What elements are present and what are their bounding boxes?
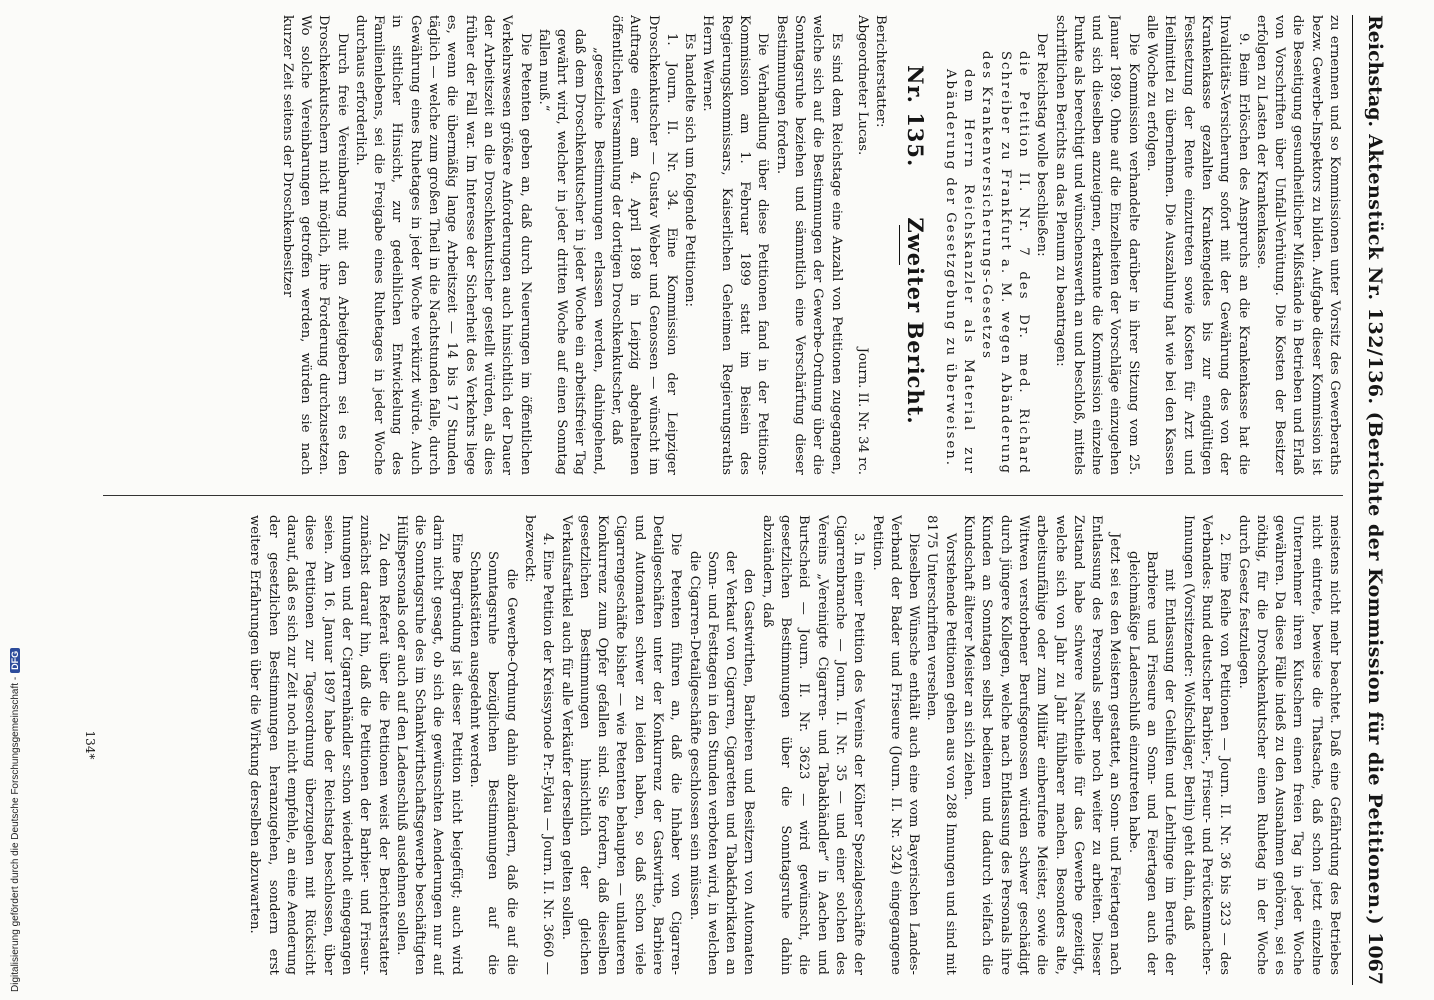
section-number: Nr. 135. — [903, 65, 929, 168]
document-page — [75, 15, 1395, 985]
digitization-credit-text — [10, 648, 21, 992]
digitization-credit — [0, 0, 20, 1000]
paragraph: die Gewerbe-Ordnung dahin abzuändern, daß die auf die Sonntagsruhe bezüglichen Bestimmungen auf die Schankstätten ausgedehnt werden. — [467, 551, 519, 975]
dfg-logo: DFG — [10, 648, 20, 673]
right-column — [103, 515, 1343, 975]
paragraph: mit Entlassung der Gehilfen und Lehrlinge im Berufe der Barbiere und Friseure an Sonn- und Feiertagen auch der gleichmäßige Ladenschluß einzutreten habe. — [1125, 551, 1178, 975]
signature-mark: 134* — [83, 730, 97, 760]
paragraph: Jetzt sei es den Meistern gestattet, an Sonn- und Feiertagen nach Entlassung des Personals selber noch weiter zu arbeiten. Dieser Zustand habe schwere Nachtheile für das Gewerbe gezeitigt, welche sich von Jahr zu Jahr fühlbarer machen. Besonders alte, arbeitsunfähige oder zum Militär einberufene Meister, sowie die Wittwen verstorbener Berufsgenossen würden schwer geschädigt durch jüngere Kollegen, welche nach Entlassung des Personals ihre Kunden an Sonntagen selbst bedienen und dadurch vielfach die Kundschaft älterer Meister an sich ziehen. — [961, 515, 1123, 975]
paragraph: Zu dem Referat über die Petitionen weist der Berichterstatter zunächst darauf hin, daß die Petitionen der Barbier- und Friseur-Innungen und der Cigarrenhändler schon wiederholt eingegangen seien. Am 16. Januar 1897 habe der Reichstag beschlossen, über diese Petitionen zur Tagesordnung überzugehen mit Rücksicht darauf, daß es sich zur Zeit noch nicht empfehle, an eine Aenderung der gesetzlichen Bestimmungen heranzugehen, sondern erst weitere Erfahrungen über die Wirkung derselben abzuwarten. — [247, 515, 391, 975]
paragraph: Dieselben Wünsche enthält auch eine vom Bayerischen Landes-Verband der Bader und Friseure (Journ. II. Nr. 324) eingegangene Petition. — [869, 515, 922, 975]
section-rule — [899, 225, 900, 265]
credit-label: Digitalisierung gefördert durch die Deutsche Forschungsgemeinschaft - — [10, 676, 21, 992]
reporter-block — [853, 15, 890, 155]
reporter-row — [853, 15, 890, 475]
page-number: 1067 — [1364, 932, 1386, 985]
paragraph: „gesetzliche Bestimmungen erlassen werden, dahingehend, daß dem Droschkenkutscher in jeder Woche ein arbeitsfreier Tag gewährt wird, welcher in jeder dritten Woche auf einen Sonntag fallen muß.“ — [535, 29, 606, 475]
left-column — [103, 15, 1343, 475]
paragraph: den Gastwirthen, Barbieren und Besitzern von Automaten der Verkauf von Cigarren, Cigaretten und Tabakfabrikaten an Sonn- und Festtagen in den Stunden verboten wird, in welchen die Cigarren-Detailgeschäfte geschlossen sein müssen. — [686, 551, 757, 975]
paragraph: Es sind dem Reichstage eine Anzahl von Petitionen zugegangen, welche sich auf die Bestimmungen der Gewerbe-Ordnung über die Sonntagsruhe beziehen und sämmtlich eine Verschärfung dieser Bestimmungen fordern. — [773, 15, 844, 475]
paragraph: 9. Beim Erlöschen des Anspruchs an die Krankenkasse hat die Invaliditäts-Versicherung sofort mit der Gewährung des von der Krankenkasse gezahlten Krankengeldes bis zur endgültigen Festsetzung der Rente einzutreten sowie Kosten für Arzt und Heilmittel zu übernehmen. Die Auszahlung hat wie bei den Kassen alle Woche zu erfolgen. — [1144, 15, 1251, 475]
paragraph: 4. Eine Petition der Kreissynode Pr.-Eylau — Journ. II. Nr. 3660 — bezweckt: — [521, 515, 556, 975]
paragraph: die Petition II. Nr. 7 des Dr. med. Richard Schreiber zu Frankfurt a. M. wegen Abänderung des Krankenversicherungs-Gesetzes — [979, 51, 1031, 475]
paragraph: dem Herrn Reichskanzler als Material zur Abänderung der Gesetzgebung zu überweisen. — [942, 69, 977, 475]
paragraph: Durch freie Vereinbarung mit den Arbeitgebern sei es den Droschkenkutschern nicht möglich, ihre Forderung durchzusetzen. Wo solche Vereinbarungen getroffen werden, würden sie nach kurzer Zeit seitens der Droschkenbesitzer — [279, 15, 350, 475]
page-header — [1355, 15, 1395, 985]
paragraph: Eine Begründung ist dieser Petition nicht beigefügt; auch wird darin nicht gesagt, ob sich die gewünschten Aenderungen nur auf die Sonntagsruhe des im Schankwirthschaftsgewerbe beschäftigten Hülfspersonals oder auch auf den Ladenschluß ausdehnen sollen. — [393, 515, 464, 975]
document-subtitle: (Berichte der Kommission für die Petitionen.) — [1364, 411, 1386, 926]
paragraph: 1. Journ. II. Nr. 34. Eine Kommission der Leipziger Droschkenkutscher — Gustav Weber und Genossen — wünscht im Auftrage einer am 4. April 1898 in Leipzig abgehaltenen öffentlichen Versammlung der dortigen Droschkenkutscher, daß — [609, 15, 679, 475]
journal-reference: Journ. II. Nr. 34 rc. — [854, 347, 870, 475]
reporter-label: Berichterstatter: — [873, 15, 889, 128]
header-rule — [1352, 15, 1353, 985]
paragraph: Es handelte sich um folgende Petitionen: — [682, 33, 698, 307]
section-title: Zweiter Bericht. — [903, 217, 929, 425]
paragraph: Die Petenten führen an, daß die Inhaber von Cigarren-Detailgeschäften unter der Konkurrenz der Gastwirthe, Barbiere und Automaten schwer zu leiden haben, so daß schon viele Cigarrengeschäfte bisher — wie Petenten behaupten — unlauteren Konkurrenz zum Opfer gefallen sind. Sie fordern, daß dieselben gesetzlichen Bestimmungen hinsichtlich der gleichen Verkaufsartikel auch für alle Verkäufer derselben gelten sollen. — [558, 515, 684, 975]
section-heading — [903, 15, 929, 475]
paragraph: Vorstehende Petitionen gehen aus von 288 Innungen und sind mit 8175 Unterschriften versehen. — [924, 515, 958, 975]
paragraph: 2. Eine Reihe von Petitionen — Journ. II. Nr. 36 bis 323 — des Verbandes: Bund deutscher Barbier-, Friseur- und Perückenmacher-Innungen (Vorsitzender: Wolfschläger, Berlin) geht dahin, daß — [1180, 515, 1233, 975]
paragraph: meistens nicht mehr beachtet. Daß eine Gefährdung des Betriebes nicht eintrete, beweise die Thatsache, daß schon jetzt einzelne Unternehmer ihren Kutschern einen freien Tag in jeder Woche gewähren. Da diese Fälle indeß zu den Ausnahmen gehören, sei es nöthig, für die Droschkenkutscher einen Ruhetag in der Woche durch Gesetz festzulegen. — [1235, 515, 1342, 975]
reporter-name: Abgeordneter Lucas. — [854, 15, 870, 156]
paragraph: Die Verhandlung über diese Petitionen fand in der Petitions-Kommission am 1. Februar 1899 statt im Beisein des Regierungskommissars, Kaiserlichen Geheimen Regierungsraths Herrn Werner. — [700, 15, 771, 475]
document-number: Aktenstück Nr. 132/136. — [1364, 134, 1386, 405]
column-divider — [103, 495, 1343, 496]
paragraph: Die Petenten geben an, daß durch Neuerungen im öffentlichen Verkehrswesen größere Anforderungen auch hinsichtlich der Dauer der Arbeitszeit an die Droschkenkutscher gestellt würden, als dies früher der Fall war. Im Interesse der Sicherheit des Verkehrs liege es, wenn die übermäßig lange Arbeitszeit — 14 bis 17 Stunden täglich — welche zum großen Theil in die Nachtstunden falle, durch Gewährung eines Ruhetages in jeder Woche verkürzt würde. Auch in sittlicher Hinsicht, zur gedeihlichen Entwickelung des Familienlebens, sei die Freigabe eines Ruhetages in jeder Woche durchaus erforderlich. — [352, 15, 533, 475]
paragraph: Die Kommission verhandelte darüber in ihrer Sitzung vom 25. Januar 1899. Ohne auf die Einzelheiten der Vorschläge einzugehen und sich dieselben anzueignen, erkannte die Kommission einzelne Punkte als berechtigt und wünschenswerth an und beschloß, mittels schriftlichen Berichts an das Plenum zu beantragen: — [1052, 15, 1141, 475]
paragraph: 3. In einer Petition des Vereins der Kölner Spezialgeschäfte der Cigarrenbranche — Journ. II. Nr. 35 — und einer solchen des Vereins „Vereinigte Cigarren- und Tabakhändler“ in Aachen und Burtscheid — Journ. II. Nr. 3623 — wird gewünscht, die gesetzlichen Bestimmungen über die Sonntagsruhe dahin abzuändern, daß — [759, 515, 867, 975]
paragraph: zu ernennen und so Kommissionen unter Vorsitz des Gewerberaths bezw. Gewerbe-Inspektors zu bilden. Aufgabe dieser Kommission ist die Beseitigung gesundheitlicher Mißstände in Betrieben und Erlaß von Vorschriften über Unfall-Verhütung. Die Kosten der Besitzer erfolgen zu Lasten der Krankenkasse. — [1253, 15, 1342, 475]
header-title — [1364, 127, 1386, 932]
header-left: Reichstag. — [1364, 15, 1386, 128]
paragraph: Der Reichstag wolle beschließen: — [1034, 33, 1050, 257]
